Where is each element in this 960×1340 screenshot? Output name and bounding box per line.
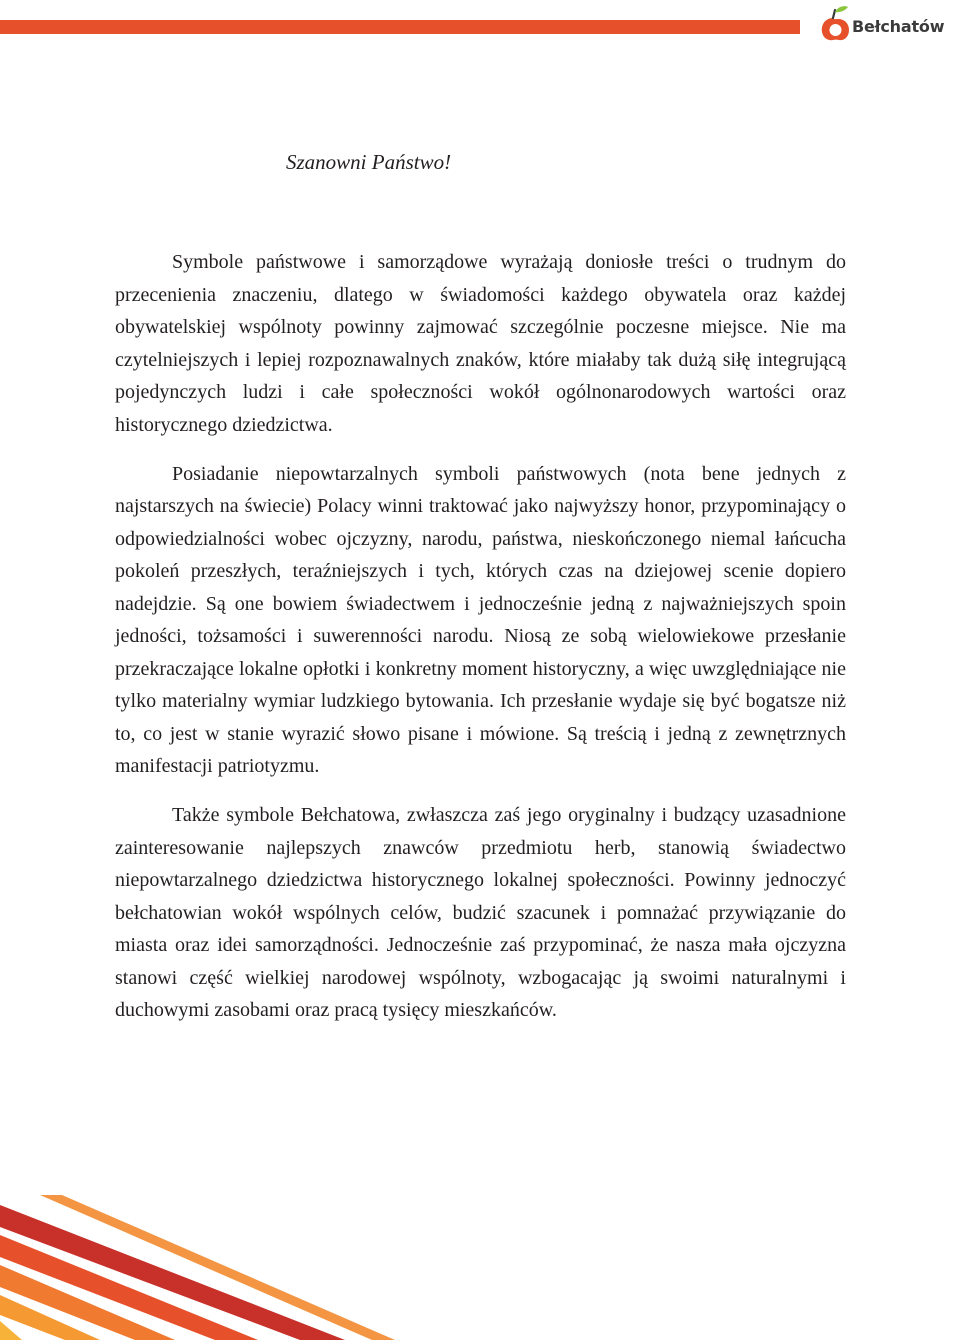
header-stripe	[0, 20, 800, 34]
salutation: Szanowni Państwo!	[286, 150, 452, 174]
orange-stripes-decoration-icon	[0, 1195, 420, 1340]
belchatow-logo	[818, 4, 953, 44]
paragraph-1: Symbole państwowe i samorządowe wyrażają doniosłe treści o trudnym do przecenienia znaczeniu, dlatego w świadomości każdego obywatela oraz każdej obywatelskiej wspólnoty powinny zajmować szczególnie poczesne miejsce. Nie ma czytelniejszych i lepiej rozpoznawalnych znaków, które miałaby tak dużą siłę integrującą pojedynczych ludzi i całe społeczności wokół ogólnonarodowych wartości oraz historycznego dziedzictwa.	[115, 251, 846, 436]
letter-body	[115, 246, 846, 1043]
paragraph-2: Posiadanie niepowtarzalnych symboli państwowych (nota bene jednych z najstarszych na świecie) Polacy winni traktować jako najwyższy honor, przypominający o odpowiedzialności wobec ojczyzny, narodu, państwa, nieskończonego niemal łańcucha pokoleń przeszłych, teraźniejszych i tych, których czas na dziejowej scenie dopiero nadejdzie. Są one bowiem świadectwem i jednocześnie jedną z najważniejszych spoin jedności, tożsamości i suwerenności narodu. Niosą ze sobą wielowiekowe przesłanie przekraczające lokalne opłotki i konkretny moment historyczny, a więc uwzględniające nie tylko materialny wymiar ludzkiego bytowania. Ich przesłanie wydaje się być bogatsze niż to, co jest w stanie wyrazić słowo pisane i mówione. Są treścią i jedną z zewnętrznych manifestacji patriotyzmu.	[115, 462, 846, 777]
apple-logo-icon	[818, 4, 852, 44]
logo-text: Bełchatów	[852, 17, 945, 36]
paragraph-3: Także symbole Bełchatowa, zwłaszcza zaś jego oryginalny i budzący uzasadnione zainteresowanie najlepszych znawców przedmiotu herb, stanowią świadectwo niepowtarzalnego dziedzictwa historycznego lokalnej społeczności. Powinny jednoczyć bełchatowian wokół wspólnych celów, budzić szacunek i pomnażać przywiązanie do miasta oraz idei samorządności. Jednocześnie zaś przypominać, że nasza mała ojczyzna stanowi część wielkiej narodowej wspólnoty, wzbogacając ją swoimi naturalnymi i duchowymi zasobami oraz pracą tysięcy mieszkańców.	[115, 804, 846, 1021]
